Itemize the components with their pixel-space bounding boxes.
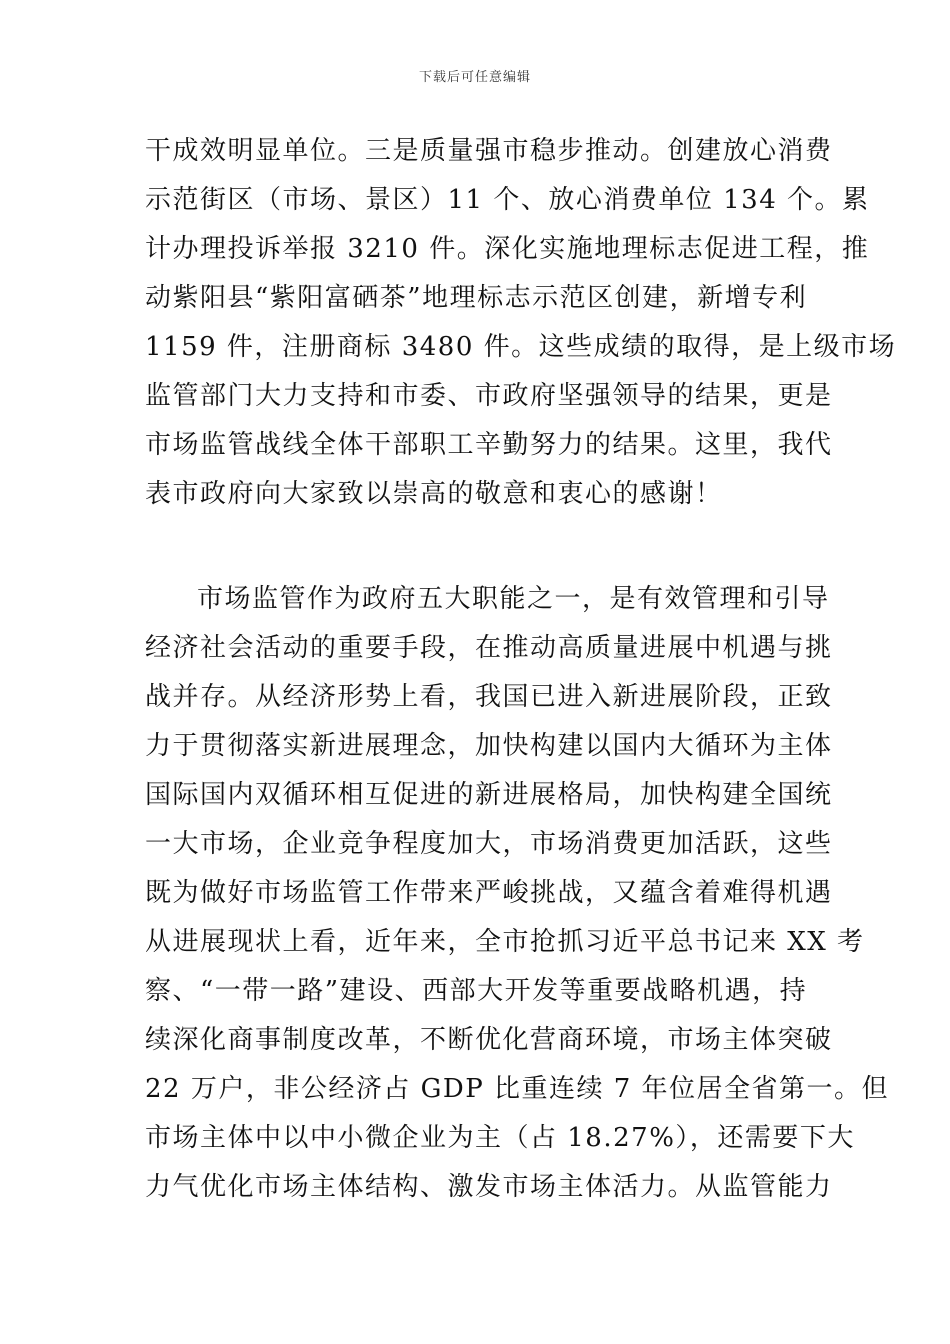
text-line: 力气优化市场主体结构、激发市场主体活力。从监管能力 [145,1172,833,1202]
text-line: 市场监管作为政府五大职能之一，是有效管理和引导 [197,584,830,614]
text-line: 监管部门大力支持和市委、市政府坚强领导的结果，更是 [145,381,833,411]
text-line: 表市政府向大家致以崇高的敬意和衷心的感谢！ [145,479,723,509]
text-line: 1159 件，注册商标 3480 件。这些成绩的取得，是上级市场 [145,332,897,362]
text-line: 经济社会活动的重要手段，在推动高质量进展中机遇与挑 [145,633,833,663]
page-header: 下载后可任意编辑 [418,70,531,85]
text-line: 干成效明显单位。三是质量强市稳步推动。创建放心消费 [145,136,833,166]
text-line: 市场主体中以中小微企业为主（占 18.27%），还需要下大 [145,1123,855,1153]
text-line: 从进展现状上看，近年来，全市抢抓习近平总书记来 XX 考 [145,927,865,957]
text-line: 续深化商事制度改革，不断优化营商环境，市场主体突破 [145,1025,833,1055]
text-line: 战并存。从经济形势上看，我国已进入新进展阶段，正致 [145,682,833,712]
text-line: 市场监管战线全体干部职工辛勤努力的结果。这里，我代 [145,430,833,460]
text-line: 一大市场，企业竞争程度加大，市场消费更加活跃，这些 [145,829,833,859]
text-line: 国际国内双循环相互促进的新进展格局，加快构建全国统 [145,780,833,810]
text-line: 既为做好市场监管工作带来严峻挑战，又蕴含着难得机遇 [145,878,833,908]
text-line: 力于贯彻落实新进展理念，加快构建以国内大循环为主体 [145,731,833,761]
text-line: 动紫阳县“紫阳富硒茶”地理标志示范区创建，新增专利 [145,283,808,313]
text-line: 22 万户，非公经济占 GDP 比重连续 7 年位居全省第一。但 [145,1074,890,1104]
text-line: 察、“一带一路”建设、西部大开发等重要战略机遇，持 [145,976,808,1006]
text-line: 示范街区（市场、景区）11 个、放心消费单位 134 个。累 [145,185,870,215]
text-line: 计办理投诉举报 3210 件。深化实施地理标志促进工程，推 [145,234,870,264]
